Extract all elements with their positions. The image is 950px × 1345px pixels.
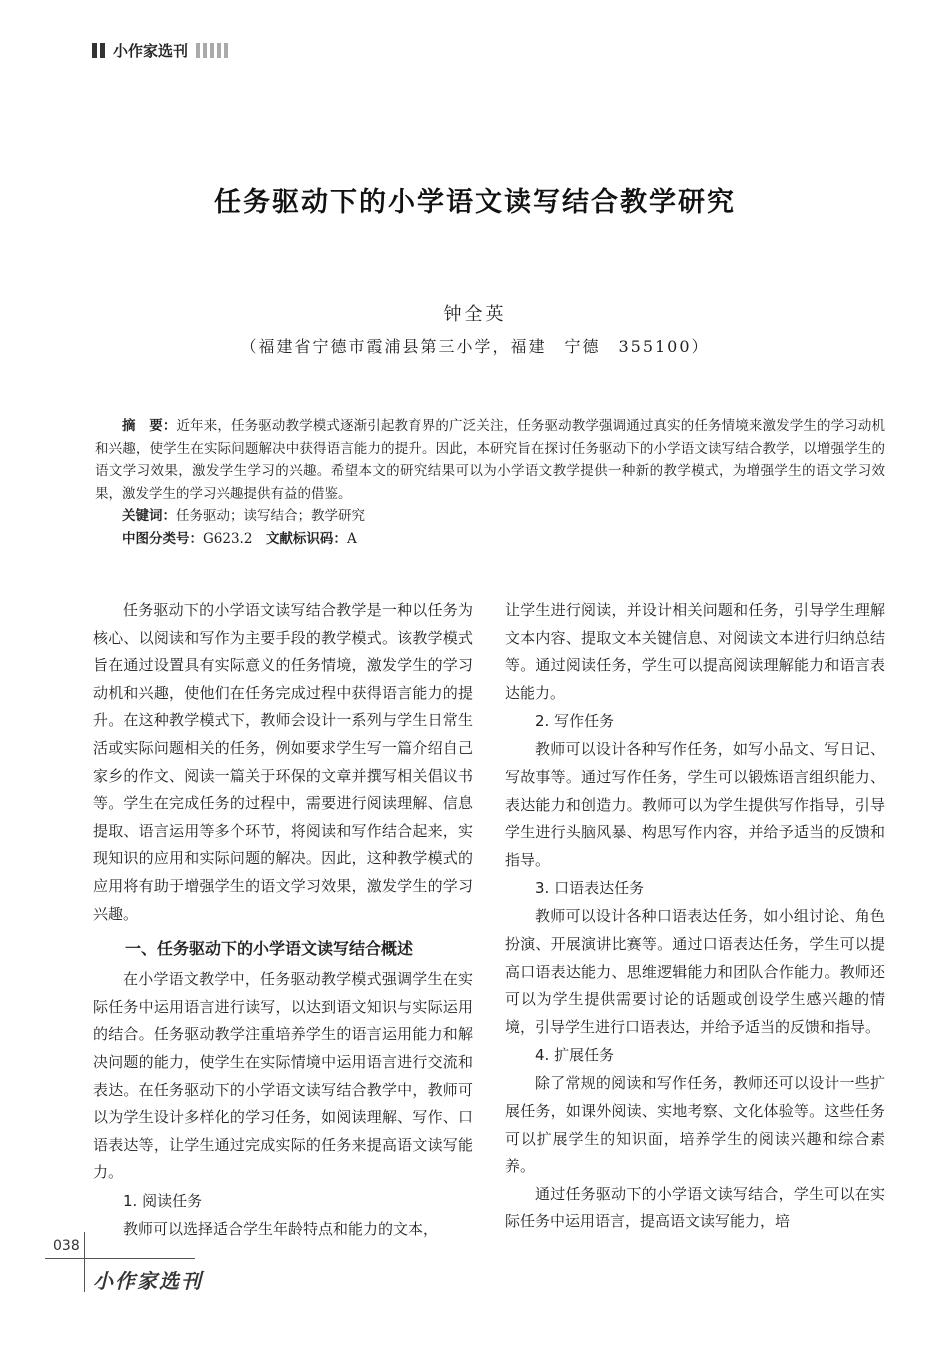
abstract-text: 近年来，任务驱动教学模式逐渐引起教育界的广泛关注，任务驱动教学强调通过真实的任务情境来激发学生的学习动机和兴趣，使学生在实际问题解决中获得语言能力的提升。因此，本研究旨在探讨任务驱动下的小学语文读写结合教学，以增强学生的语文学习效果，激发学生学习的兴趣。希望本文的研究结果可以为小学语文教学提供一种新的教学模式，为增强学生的语文学习效果，激发学生的学习兴趣提供有益的借鉴。 xyxy=(95,418,886,502)
clc-value: G623.2 xyxy=(203,530,253,547)
body-column-left xyxy=(93,597,473,1243)
extension-task-paragraph: 除了常规的阅读和写作任务，教师还可以设计一些扩展任务，如课外阅读、实地考察、文化体验等。这些任务可以扩展学生的知识面，培养学生的阅读兴趣和综合素养。 xyxy=(505,1074,885,1176)
author-affiliation: （福建省宁德市霞浦县第三小学，福建 宁德 355100） xyxy=(240,337,710,356)
keywords-text: 任务驱动；读写结合；教学研究 xyxy=(176,508,365,524)
footer-divider-vertical xyxy=(84,1232,85,1292)
reading-task-continued: 让学生进行阅读，并设计相关问题和任务，引导学生理解文本内容、提取文本关键信息、对阅读文本进行归纳总结等。通过阅读任务，学生可以提高阅读理解能力和语言表达能力。 xyxy=(505,601,885,702)
abstract-block xyxy=(95,415,885,550)
footer-divider-horizontal xyxy=(45,1258,195,1259)
section-1-paragraph: 在小学语文教学中，任务驱动教学模式强调学生在实际任务中运用语言进行读写，以达到语文知识与实际运用的结合。任务驱动教学注重培养学生的语言运用能力和解决问题的能力，使学生在实际情境中运用语言进行交流和表达。在任务驱动下的小学语文读写结合教学中，教师可以为学生设计多样化的学习任务，如阅读理解、写作、口语表达等，让学生通过完成实际的任务来提高语文读写能力。 xyxy=(93,970,473,1182)
closing-paragraph: 通过任务驱动下的小学语文读写结合，学生可以在实际任务中运用语言，提高语文读写能力，培 xyxy=(505,1184,885,1231)
journal-logo: 小作家选刊 xyxy=(93,1269,203,1293)
journal-header xyxy=(92,38,228,62)
intro-paragraph: 任务驱动下的小学语文读写结合教学是一种以任务为核心、以阅读和写作为主要手段的教学模式。该教学模式旨在通过设置具有实际意义的任务情境，激发学生的学习动机和兴趣，使他们在任务完成过程中获得语言能力的提升。在这种教学模式下，教师会设计一系列与学生日常生活或实际问题相关的任务，例如要求学生写一篇介绍自己家乡的作文、阅读一篇关于环保的文章并撰写相关倡议书等。学生在完成任务的过程中，需要进行阅读理解、信息提取、语言运用等多个环节，将阅读和写作结合起来，实现知识的应用和实际问题的解决。因此，这种教学模式的应用将有助于增强学生的语文学习效果，激发学生的学习兴趣。 xyxy=(93,601,473,923)
article-title: 任务驱动下的小学语文读写结合教学研究 xyxy=(214,187,736,218)
reading-task-paragraph: 教师可以选择适合学生年龄特点和能力的文本， xyxy=(123,1219,439,1238)
doc-code-value: A xyxy=(346,530,357,547)
page-number: 038 xyxy=(53,1238,80,1254)
classification-line xyxy=(95,528,885,551)
subheading-oral-task: 3. 口语表达任务 xyxy=(535,879,645,898)
subheading-extension-task: 4. 扩展任务 xyxy=(535,1046,615,1065)
doc-code-label: 文献标识码： xyxy=(265,530,347,547)
oral-task-paragraph: 教师可以设计各种口语表达任务，如小组讨论、角色扮演、开展演讲比赛等。通过口语表达任务，学生可以提高口语表达能力、思维逻辑能力和团队合作能力。教师还可以为学生提供需要讨论的话题或创设学生感兴趣的情境，引导学生进行口语表达，并给予适当的反馈和指导。 xyxy=(505,907,885,1036)
keywords-line xyxy=(95,505,885,528)
keywords-label: 关键词： xyxy=(122,508,176,524)
body-column-right xyxy=(505,597,885,1236)
clc-label: 中图分类号： xyxy=(122,530,203,547)
abstract-label: 摘 要： xyxy=(122,418,177,434)
journal-name: 小作家选刊 xyxy=(113,41,189,60)
subheading-reading-task: 1. 阅读任务 xyxy=(123,1191,203,1210)
subheading-writing-task: 2. 写作任务 xyxy=(535,712,615,731)
header-bars-light xyxy=(196,43,228,58)
abstract-paragraph xyxy=(95,415,885,505)
writing-task-paragraph: 教师可以设计各种写作任务，如写小品文、写日记、写故事等。通过写作任务，学生可以锻炼语言组织能力、表达能力和创造力。教师可以为学生提供写作指导，引导学生进行头脑风暴、构思写作内容，并给予适当的反馈和指导。 xyxy=(505,740,885,869)
author-name: 钟全英 xyxy=(443,304,507,325)
section-heading-1: 一、任务驱动下的小学语文读写结合概述 xyxy=(125,939,414,959)
header-bars-dark xyxy=(92,43,105,58)
